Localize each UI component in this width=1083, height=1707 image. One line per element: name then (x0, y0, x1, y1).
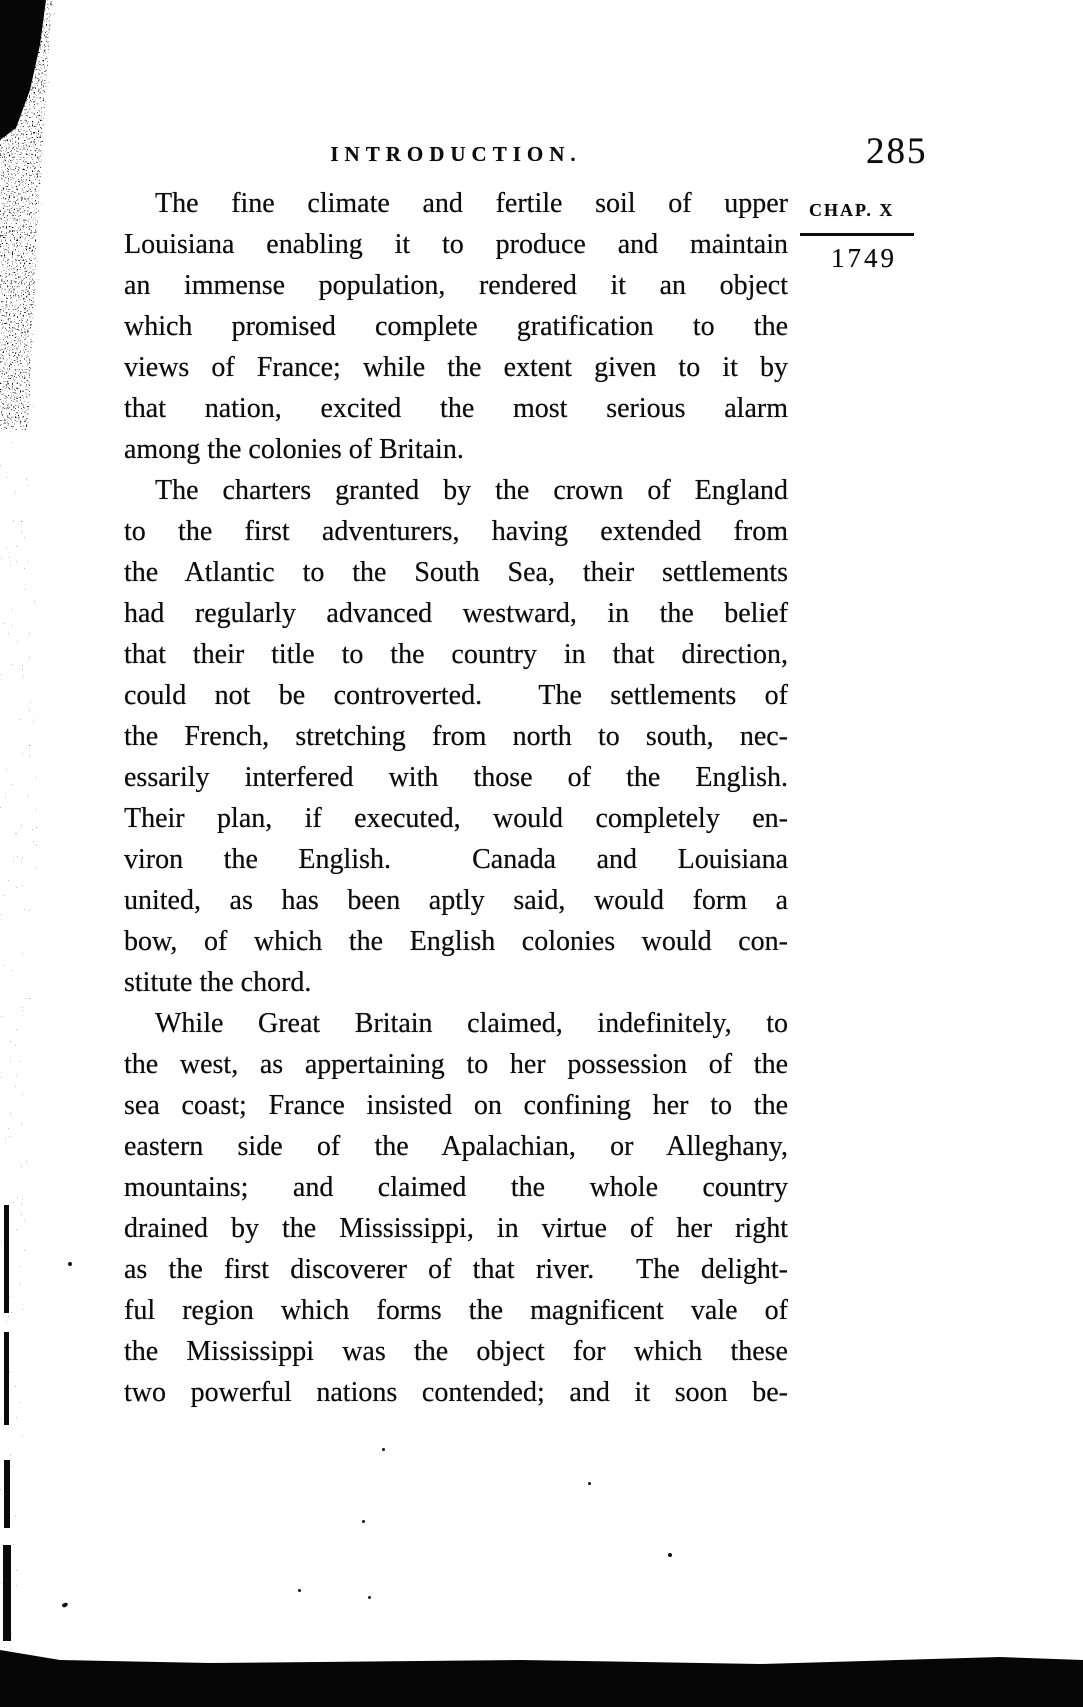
text-line: to the first adventurers, having extended from (124, 516, 788, 547)
text-line: the Mississippi was the object for which these (124, 1336, 788, 1367)
bottom-scan-band (0, 1650, 1083, 1707)
text-line: stitute the chord. (124, 967, 312, 998)
binding-edge-line (3, 1545, 11, 1641)
ink-speck (588, 1482, 591, 1485)
text-line: an immense population, rendered it an object (124, 270, 788, 301)
text-line: as the first discoverer of that river. The delight- (124, 1254, 788, 1285)
sidenote-rule (800, 233, 914, 236)
text-line: essarily interfered with those of the English. (124, 762, 788, 793)
text-line: united, as has been aptly said, would form a (124, 885, 788, 916)
text-line: mountains; and claimed the whole country (124, 1172, 788, 1203)
page-number: 285 (866, 131, 928, 172)
text-line: the Atlantic to the South Sea, their settlements (124, 557, 788, 588)
text-line: the French, stretching from north to south, nec- (124, 721, 788, 752)
text-line: among the colonies of Britain. (124, 434, 464, 465)
ink-speck (61, 1602, 68, 1608)
text-line: drained by the Mississippi, in virtue of her right (124, 1213, 788, 1244)
paragraph-3 (124, 1003, 788, 1413)
binding-noise-band (0, 0, 58, 1650)
ink-speck (382, 1448, 385, 1451)
sidenote-chapter: CHAP. X (809, 200, 895, 220)
binding-edge-line (4, 1205, 9, 1313)
ink-speck (668, 1553, 672, 1557)
text-line: that nation, excited the most serious alarm (124, 393, 788, 424)
text-line: two powerful nations contended; and it soon be- (124, 1377, 788, 1408)
binding-edge-line (4, 1332, 9, 1425)
running-head: INTRODUCTION. (330, 142, 582, 166)
ink-speck (368, 1596, 371, 1599)
text-line: which promised complete gratification to the (124, 311, 788, 342)
text-line: Their plan, if executed, would completely en- (124, 803, 788, 834)
text-line: While Great Britain claimed, indefinitely, to (155, 1008, 788, 1039)
body-text-column (124, 183, 788, 1413)
text-line: had regularly advanced westward, in the belief (124, 598, 788, 629)
ink-speck (362, 1520, 365, 1523)
text-line: The charters granted by the crown of England (155, 475, 788, 506)
text-line: ful region which forms the magnificent vale of (124, 1295, 788, 1326)
paragraph-1 (124, 183, 788, 470)
text-line: views of France; while the extent given to it by (124, 352, 788, 383)
text-line: could not be controverted. The settlements of (124, 680, 788, 711)
text-line: Louisiana enabling it to produce and maintain (124, 229, 788, 260)
text-line: eastern side of the Apalachian, or Alleghany, (124, 1131, 788, 1162)
text-line: viron the English. Canada and Louisiana (124, 844, 788, 875)
text-line: The fine climate and fertile soil of upper (155, 188, 788, 219)
ink-speck (298, 1589, 301, 1592)
text-line: the west, as appertaining to her possession of the (124, 1049, 788, 1080)
sidenote-year: 1749 (831, 243, 897, 273)
binding-black-corner (0, 0, 46, 140)
binding-edge-line (4, 1460, 10, 1528)
text-line: bow, of which the English colonies would con- (124, 926, 788, 957)
ink-speck (68, 1262, 72, 1266)
paragraph-2 (124, 470, 788, 1003)
binding-noise-band-dense (0, 0, 52, 430)
text-line: that their title to the country in that direction, (124, 639, 788, 670)
text-line: sea coast; France insisted on confining her to the (124, 1090, 788, 1121)
